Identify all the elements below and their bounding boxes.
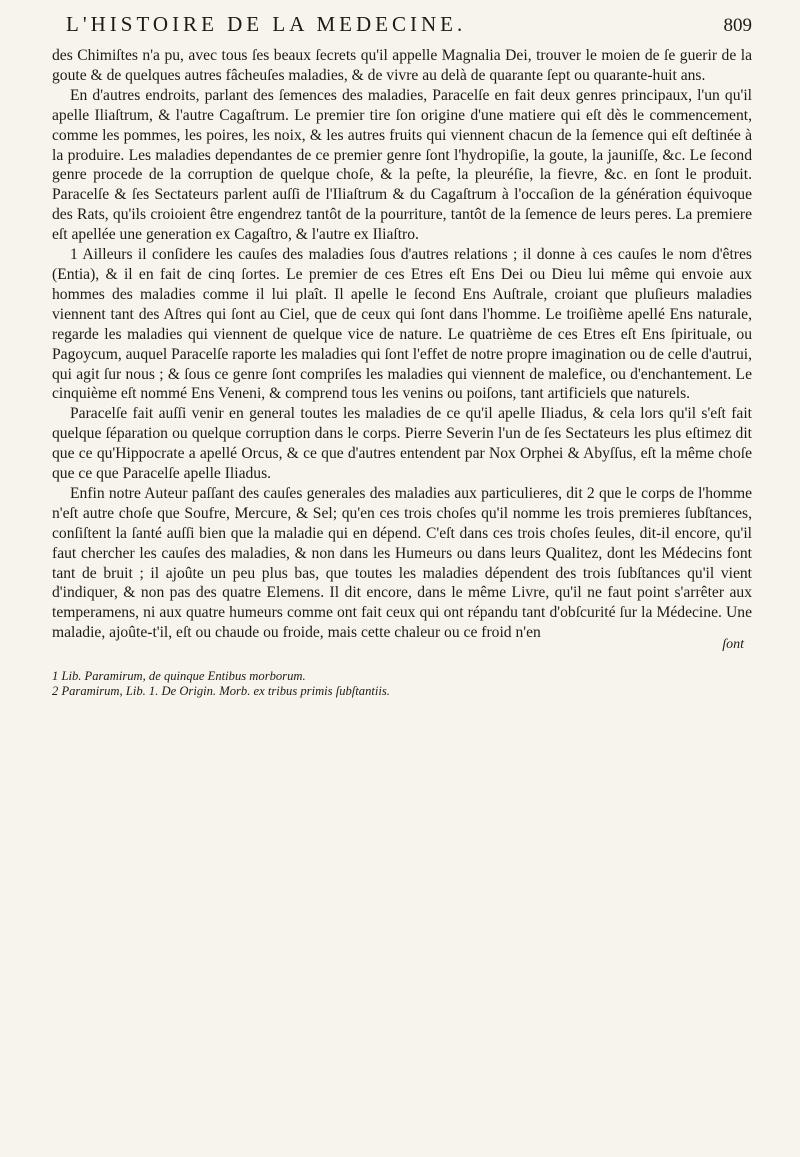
paragraph-5: Enfin notre Auteur paſſant des cauſes generales des maladies aux particulieres, dit 2 que le corps de l'homme n'eſt autre choſe que Soufre, Mercure, & Sel; qu'en ces trois choſes qu'il nomme les trois premieres ſubſtances, conſiſtent la ſanté auſſi bien que la maladie qui en dépend. C'eſt dans ces trois choſes ſeules, dit-il encore, qu'il faut chercher les cauſes des maladies, & non dans les Humeurs ou dans leurs Qualitez, dont les Médecins font tant de bruit ; il ajoûte un peu plus bas, que toutes les maladies dépendent des trois ſubſtances qu'il vient d'indiquer, & non pas des quatre Elemens. Il dit encore, dans le même Livre, qu'il ne faut point s'arrêter aux temperamens, ni aux quatre humeurs comme ont fait ceux qui ont répandu tant d'obſcurité ſur la Médecine. Une maladie, ajoûte-t'il, eſt ou chaude ou froide, mais cette chaleur ou ce froid n'en	[52, 484, 752, 642]
running-title: L'HISTOIRE DE LA MEDECINE.	[66, 12, 467, 36]
footnote-2: 2 Paramirum, Lib. 1. De Origin. Morb. ex tribus primis ſubſtantiis.	[52, 684, 390, 699]
footnote-1: 1 Lib. Paramirum, de quinque Entibus morborum.	[52, 669, 306, 684]
body-text	[52, 46, 752, 643]
paragraph-2: En d'autres endroits, parlant des ſemences des maladies, Paracelſe en fait deux genres principaux, l'un qu'il apelle Iliaſtrum, & l'autre Cagaſtrum. Le premier tire ſon origine d'une matiere qui eſt dès le commencement, comme les pommes, les poires, les noix, & les autres fruits qui viennent chacun de la ſemence qui eſt deſtinée à la produire. Les maladies dependantes de ce premier genre ſont l'hydropiſie, la goute, la jauniſſe, &c. Le ſecond genre procede de la corruption de quelque choſe, & la peſte, la pleuréſie, la fievre, &c. en ſont le produit. Paracelſe & ſes Sectateurs parlent auſſi de l'Iliaſtrum & du Cagaſtrum à l'occaſion de la génération équivoque des Rats, qu'ils croioient être engendrez tantôt de la pourriture, tantôt de la ſemence de leurs peres. La premiere eſt apellée une generation ex Cagaſtro, & l'autre ex Iliaſtro.	[52, 86, 752, 244]
paragraph-3: 1 Ailleurs il conſidere les cauſes des maladies ſous d'autres relations ; il donne à ces cauſes le nom d'êtres (Entia), & il en fait de cinq ſortes. Le premier de ces Etres eſt Ens Dei ou Dieu lui même qui envoie aux hommes des maladies comme il lui plaît. Il apelle le ſecond Ens Auſtrale, croiant que pluſieurs maladies viennent tant des Aſtres qui ſont au Ciel, que de ceux qui ſont dans l'homme. Le troiſième apellé Ens naturale, regarde les maladies qui viennent de quelque vice de nature. Le quatrième de ces Etres eſt Ens ſpirituale, ou Pagoycum, auquel Paracelſe raporte les maladies qui ſont l'effet de notre propre imagination ou de celle d'autrui, qui agit ſur nous ; & ſous ce genre ſont compriſes les maladies qui viennent de malefice, ou d'enchantement. Le cinquième eſt nommé Ens Veneni, & comprend tous les venins ou poiſons, tant artificiels que naturels.	[52, 246, 752, 403]
page-number: 809	[723, 15, 752, 36]
running-head	[66, 12, 752, 42]
paragraph-1: des Chimiſtes n'a pu, avec tous ſes beaux ſecrets qu'il appelle Magnalia Dei, trouver le moien de ſe guerir de la goute & de quelques autres fâcheuſes maladies, & de vivre au delà de quarante ſept ou quarante-huit ans.	[52, 47, 752, 84]
paragraph-4: Paracelſe fait auſſi venir en general toutes les maladies de ce qu'il apelle Iliadus, & cela lors qu'il s'eſt fait quelque ſéparation ou quelque corruption dans le corps. Pierre Severin l'un de ſes Sectateurs les plus eſtimez dit que ce qu'Hippocrate a apellé Orcus, & ce que d'autres entendent par Nox Orphei & Abyſſus, eſt la même choſe que ce que Paracelſe apelle Iliadus.	[52, 405, 752, 483]
catchword: ſont	[722, 637, 744, 653]
footnotes	[52, 669, 752, 699]
